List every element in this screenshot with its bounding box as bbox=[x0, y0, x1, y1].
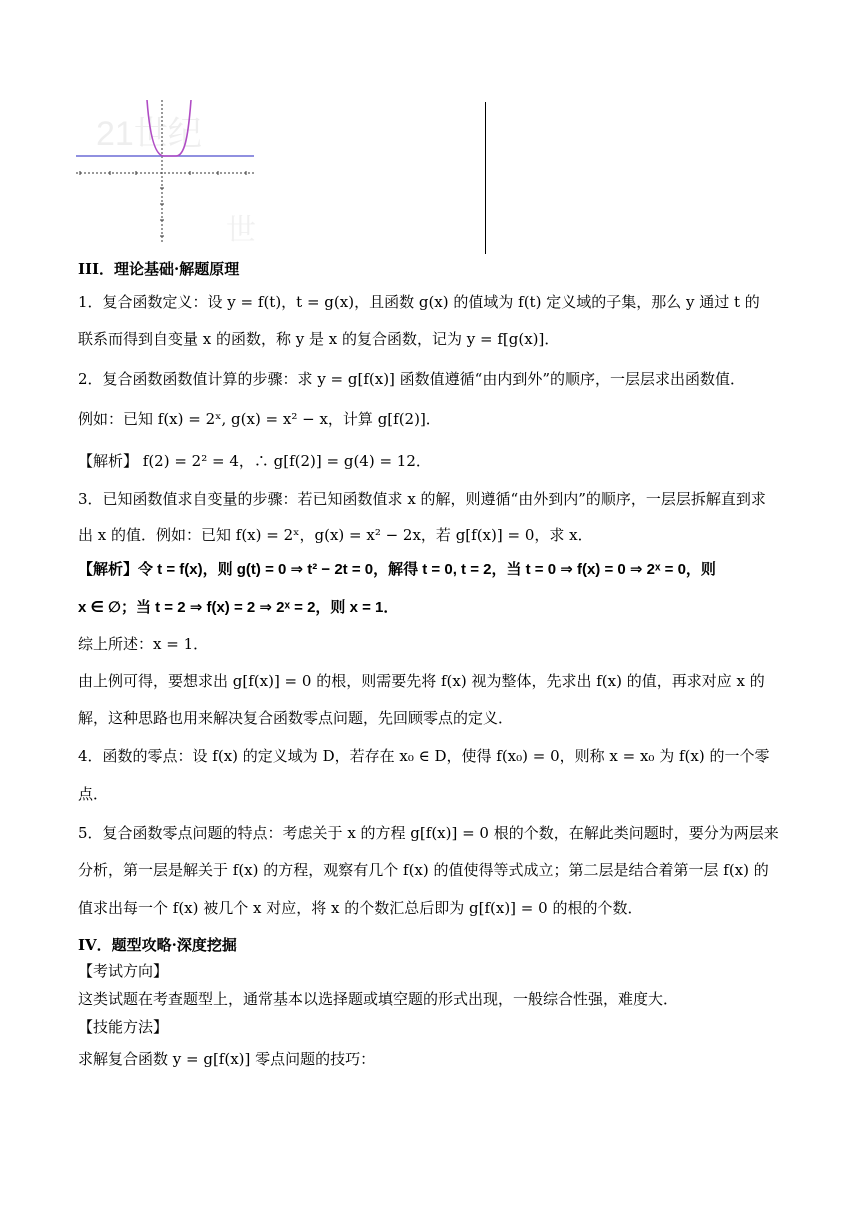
paragraph-5b: 出 x 的值．例如：已知 f(x) = 2ˣ，g(x) = x² − 2x，若 g[f(x)] = 0，求 x． bbox=[78, 526, 593, 544]
paragraph-1: 1．复合函数定义：设 y = f(t)，t = g(x)，且函数 g(x) 的值域为 f(t) 定义域的子集，那么 y 通过 t 的 bbox=[78, 293, 760, 311]
function-graph bbox=[76, 100, 258, 250]
paragraph-7: 综上所述：x = 1． bbox=[78, 635, 209, 653]
paragraph-8b: 解，这种思路也用来解决复合函数零点问题，先回顾零点的定义． bbox=[78, 709, 514, 727]
divider-line bbox=[485, 102, 486, 254]
section-3-heading: III．理论基础·解题原理 bbox=[78, 260, 240, 278]
watermark: 21世纪 bbox=[96, 115, 202, 153]
paragraph-10: 5．复合函数零点问题的特点：考虑关于 x 的方程 g[f(x)] = 0 根的个数，在解此类问题时，要分为两层来 bbox=[78, 824, 779, 842]
exam-direction-tag: 【考试方向】 bbox=[78, 962, 169, 980]
paragraph-6b: x ∈ ∅；当 t = 2 ⇒ f(x) = 2 ⇒ 2ˣ = 2，则 x = 1． bbox=[78, 599, 399, 616]
paragraph-3: 例如：已知 f(x) = 2ˣ, g(x) = x² − x，计算 g[f(2)]． bbox=[78, 410, 441, 428]
paragraph-10c: 值求出每一个 f(x) 被几个 x 对应，将 x 的个数汇总后即为 g[f(x)] = 0 的根的个数． bbox=[78, 899, 643, 917]
section-4-heading: IV．题型攻略·深度挖掘 bbox=[78, 936, 237, 954]
paragraph-6: 【解析】令 t = f(x)，则 g(t) = 0 ⇒ t² − 2t = 0，解得 t = 0, t = 2，当 t = 0 ⇒ f(x) = 0 ⇒ 2ˣ = 0，则 bbox=[78, 561, 716, 578]
paragraph-8: 由上例可得，要想求出 g[f(x)] = 0 的根，则需要先将 f(x) 视为整体，先求出 f(x) 的值，再求对应 x 的 bbox=[78, 672, 765, 690]
paragraph-2: 2．复合函数函数值计算的步骤：求 y = g[f(x)] 函数值遵循“由内到外”的顺序，一层层求出函数值． bbox=[78, 370, 746, 388]
paragraph-4: 【解析】 f(2) = 2² = 4，∴ g[f(2)] = g(4) = 12． bbox=[78, 452, 431, 470]
paragraph-5: 3．已知函数值求自变量的步骤：若已知函数值求 x 的解，则遵循“由外到内”的顺序，一层层拆解直到求 bbox=[78, 490, 766, 508]
graph-svg bbox=[76, 100, 258, 250]
paragraph-9b: 点． bbox=[78, 785, 109, 803]
paragraph-1b: 联系而得到自变量 x 的函数，称 y 是 x 的复合函数，记为 y = f[g(x)]． bbox=[78, 330, 560, 348]
skill-method-text: 求解复合函数 y = g[f(x)] 零点问题的技巧： bbox=[78, 1050, 376, 1068]
exam-direction-text: 这类试题在考查题型上，通常基本以选择题或填空题的形式出现，一般综合性强，难度大． bbox=[78, 990, 679, 1008]
watermark-2: 世 bbox=[226, 214, 256, 247]
paragraph-9: 4．函数的零点：设 f(x) 的定义域为 D，若存在 x₀ ∈ D，使得 f(x₀) = 0，则称 x = x₀ 为 f(x) 的一个零 bbox=[78, 747, 770, 765]
paragraph-10b: 分析，第一层是解关于 f(x) 的方程，观察有几个 f(x) 的值使得等式成立；第二层是结合着第一层 f(x) 的 bbox=[78, 861, 769, 879]
skill-method-tag: 【技能方法】 bbox=[78, 1018, 169, 1036]
